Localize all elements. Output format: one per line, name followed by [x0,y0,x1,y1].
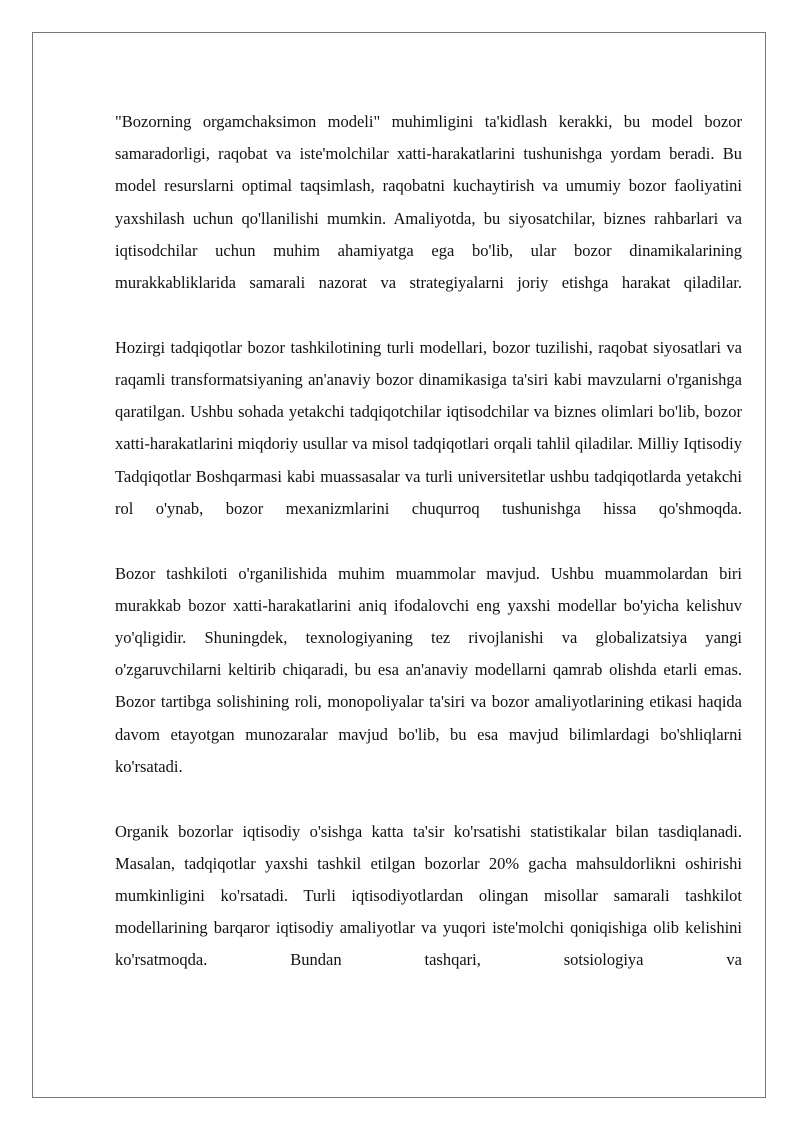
paragraph-2: Hozirgi tadqiqotlar bozor tashkilotining turli modellari, bozor tuzilishi, raqobat siyosatlari va raqamli transformatsiyaning an'anaviy bozor dinamikasiga ta'siri kabi mavzularni o'rganishga qaratilgan. Ushbu sohada yetakchi tadqiqotchilar iqtisodchilar va biznes olimlari bo'lib, bozor xatti-harakatlarini miqdoriy usullar va misol tadqiqotlari orqali tahlil qiladilar. Milliy Iqtisodiy Tadqiqotlar Boshqarmasi kabi muassasalar va turli universitetlar ushbu tadqiqotlarda yetakchi rol o'ynab, bozor mexanizmlarini chuqurroq tushunishga hissa qo'shmoqda. [115,337,742,518]
paragraph-3: Bozor tashkiloti o'rganilishida muhim muammolar mavjud. Ushbu muammolardan biri murakkab bozor xatti-harakatlarini aniq ifodalovchi eng yaxshi modellar bo'yicha kelishuv yo'qligidir. Shuningdek, texnologiyaning tez rivojlanishi va globalizatsiya yangi o'zgaruvchilarni keltirib chiqaradi, bu esa an'anaviy modellarni qamrab olishda etarli emas. Bozor tartibga solishining roli, monopoliyalar ta'siri va bozor amaliyotlarining etikasi haqida davom etayotgan munozaralar mavjud bo'lib, bu esa mavjud bilimlardagi bo'shliqlarni ko'rsatadi. [115,563,742,776]
document-body [115,106,742,977]
paragraph-4: Organik bozorlar iqtisodiy o'sishga katta ta'sir ko'rsatishi statistikalar bilan tasdiqlanadi. Masalan, tadqiqotlar yaxshi tashkil etilgan bozorlar 20% gacha mahsuldorlikni oshirishi mumkinligini ko'rsatadi. Turli iqtisodiyotlardan olingan misollar samarali tashkilot modellarining barqaror iqtisodiy amaliyotlar va yuqori iste'molchi qoniqishiga olib kelishini ko'rsatmoqda. Bundan tashqari, sotsiologiya va [115,821,742,970]
paragraph-1: "Bozorning orgamchaksimon modeli" muhimligini ta'kidlash kerakki, bu model bozor samaradorligi, raqobat va iste'molchilar xatti-harakatlarini tushunishga yordam beradi. Bu model resurslarni optimal taqsimlash, raqobatni kuchaytirish va umumiy bozor faoliyatini yaxshilash uchun qo'llanilishi mumkin. Amaliyotda, bu siyosatchilar, biznes rahbarlari va iqtisodchilar uchun muhim ahamiyatga ega bo'lib, ular bozor dinamikalarining murakkabliklarida samarali nazorat va strategiyalarni joriy etishga harakat qiladilar. [115,112,742,293]
